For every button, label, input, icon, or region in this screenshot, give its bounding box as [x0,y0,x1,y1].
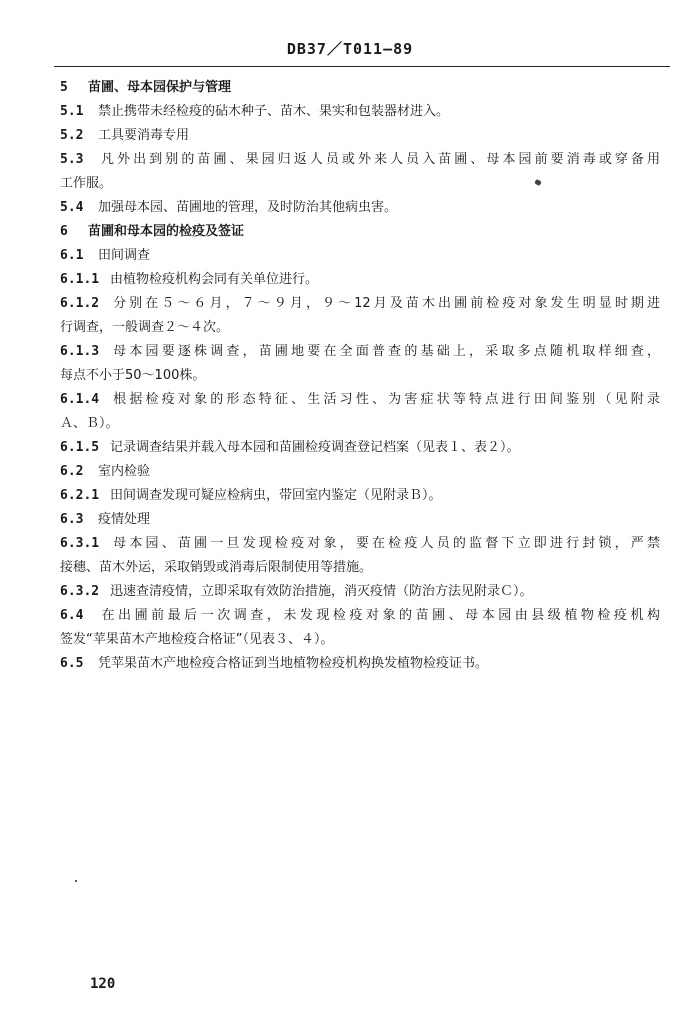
section-6-1-3 [60,340,660,364]
section-6-3-1 [60,532,660,556]
section-6-5 [60,652,670,676]
section-continuation: Ａ、Ｂ）。 [60,416,119,431]
section-number: 6.4 [60,608,84,623]
section-text: 苗圃、母本园保护与管理 [88,80,232,95]
section-text: 工具要消毒专用 [98,128,190,143]
section-text: 母本园、苗圃一旦发现检疫对象，要在检疫人员的监督下立即进行封锁，严禁 [110,536,660,551]
section-6-2 [60,460,670,484]
section-number: 5.4 [60,200,84,215]
section-text: 由植物检疫机构会同有关单位进行。 [110,272,319,287]
section-5-3 [60,148,660,172]
section-continuation: 工作服。 [60,176,113,191]
section-continuation: 行调查，一般调查２～４次。 [60,320,230,335]
section-6-1-1 [60,268,670,292]
section-5 [60,76,670,100]
section-5-2 [60,124,670,148]
section-number: 6.5 [60,656,84,671]
section-text: 根据检疫对象的形态特征、生活习性、为害症状等特点进行田间鉴别（见附录 [110,392,660,407]
section-6-1-4 [60,388,660,412]
section-number: 6.1.1 [60,272,100,287]
section-number: 5 [60,80,68,95]
section-number: 6.1.2 [60,296,100,311]
scan-dot [75,880,77,882]
section-text: 凡外出到别的苗圃、果园归返人员或外来人员入苗圃、母本园前要消毒或穿备用 [98,152,660,167]
section-text: 禁止携带未经检疫的砧木种子、苗木、果实和包装器材进入。 [98,104,450,119]
section-5-1 [60,100,670,124]
section-6-1 [60,244,670,268]
section-6-3 [60,508,670,532]
section-5-4 [60,196,670,220]
section-number: 5.3 [60,152,84,167]
section-text: 加强母本园、苗圃地的管理，及时防治其他病虫害。 [98,200,398,215]
document-header: DB37／T011—89 [286,40,414,58]
section-number: 6.3.1 [60,536,100,551]
section-text: 疫情处理 [98,512,151,527]
section-number: 5.1 [60,104,84,119]
section-number: 6.2.1 [60,488,100,503]
section-text: 母本园要逐株调查，苗圃地要在全面普查的基础上，采取多点随机取样细查， [110,344,660,359]
section-text: 凭苹果苗木产地检疫合格证到当地植物检疫机构换发植物检疫证书。 [98,656,489,671]
section-number: 6.1.3 [60,344,100,359]
section-6-1-2 [60,292,660,316]
section-continuation: 每点不小于50～100株。 [60,368,206,383]
section-number: 6.3.2 [60,584,100,599]
section-6-1-5 [60,436,670,460]
section-number: 5.2 [60,128,84,143]
section-text: 在出圃前最后一次调查，未发现检疫对象的苗圃、母本园由县级植物检疫机构 [98,608,660,623]
section-number: 6.3 [60,512,84,527]
header-rule [54,66,670,67]
section-number: 6.1.5 [60,440,100,455]
section-number: 6.1 [60,248,84,263]
section-continuation: 签发“苹果苗木产地检疫合格证”（见表３、４）。 [60,632,334,647]
section-text: 迅速查清疫情，立即采取有效防治措施，消灭疫情（防治方法见附录Ｃ）。 [110,584,533,599]
section-6 [60,220,670,244]
section-text: 田间调查 [98,248,151,263]
document-body [60,76,670,676]
section-6-2-1 [60,484,670,508]
section-6-3-2 [60,580,670,604]
section-text: 苗圃和母本园的检疫及签证 [88,224,245,239]
section-number: 6 [60,224,68,239]
section-number: 6.2 [60,464,84,479]
section-text: 室内检验 [98,464,151,479]
page-number: 120 [90,976,116,992]
section-text: 田间调查发现可疑应检病虫，带回室内鉴定（见附录Ｂ）。 [110,488,442,503]
section-text: 分别在５～６月，７～９月，９～12月及苗木出圃前检疫对象发生明显时期进 [110,296,660,311]
section-number: 6.1.4 [60,392,100,407]
section-continuation: 接穗、苗木外运，采取销毁或消毒后限制使用等措施。 [60,560,373,575]
section-text: 记录调查结果并载入母本园和苗圃检疫调查登记档案（见表１、表２）。 [110,440,520,455]
section-6-4 [60,604,660,628]
